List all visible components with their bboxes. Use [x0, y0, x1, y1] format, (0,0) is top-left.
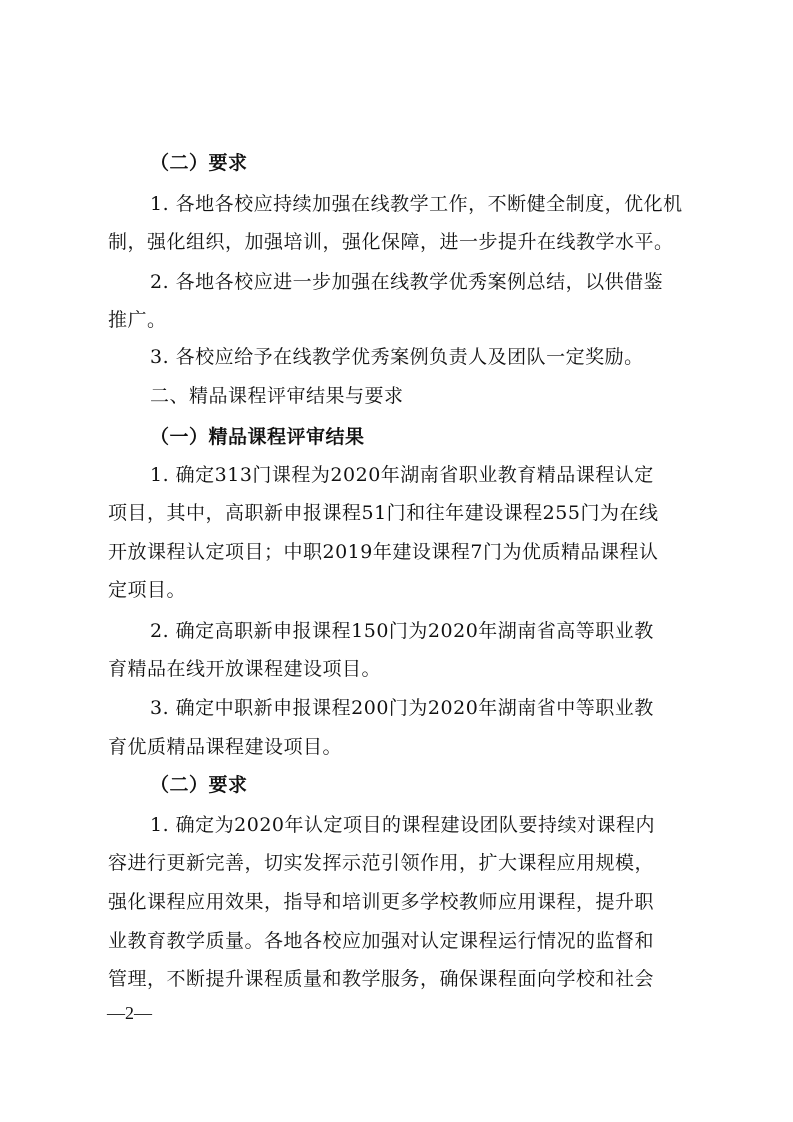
paragraph-line: 育精品在线开放课程建设项目。: [108, 658, 382, 680]
paragraph-line: 开放课程认定项目；中职2019年建设课程7门为优质精品课程认: [108, 541, 659, 563]
paragraph-line: 2. 确定高职新申报课程150门为2020年湖南省高等职业教: [150, 620, 654, 642]
subsection-heading-requirements-2: （二）要求: [150, 774, 248, 796]
paragraph-line: 3. 确定中职新申报课程200门为2020年湖南省中等职业教: [150, 697, 654, 719]
paragraph-line: 管理，不断提升课程质量和教学服务，确保课程面向学校和社会: [108, 968, 655, 990]
section-heading: 二、精品课程评审结果与要求: [150, 385, 404, 407]
subsection-heading-results: （一）精品课程评审结果: [150, 426, 365, 448]
paragraph-line: 推广。: [108, 309, 167, 331]
paragraph-line: 制，强化组织，加强培训，强化保障，进一步提升在线教学水平。: [108, 231, 674, 253]
paragraph-line: 业教育教学质量。各地各校应加强对认定课程运行情况的监督和: [108, 930, 655, 952]
paragraph-line: 强化课程应用效果，指导和培训更多学校教师应用课程，提升职: [108, 891, 655, 913]
page-number: —2—: [107, 1003, 152, 1023]
paragraph-line: 定项目。: [108, 579, 187, 601]
paragraph-line: 1. 确定313门课程为2020年湖南省职业教育精品课程认定: [150, 464, 654, 486]
paragraph-line: 2. 各地各校应进一步加强在线教学优秀案例总结，以供借鉴: [150, 271, 664, 293]
paragraph-line: 3. 各校应给予在线教学优秀案例负责人及团队一定奖励。: [150, 346, 644, 368]
paragraph-line: 容进行更新完善，切实发挥示范引领作用，扩大课程应用规模，: [108, 852, 655, 874]
paragraph-line: 1. 确定为2020年认定项目的课程建设团队要持续对课程内: [150, 814, 656, 836]
paragraph-line: 1. 各地各校应持续加强在线教学工作，不断健全制度，优化机: [150, 193, 683, 215]
paragraph-line: 育优质精品课程建设项目。: [108, 736, 343, 758]
subsection-heading-requirements-1: （二）要求: [150, 152, 248, 174]
paragraph-line: 项目，其中，高职新申报课程51门和往年建设课程255门为在线: [108, 502, 659, 524]
